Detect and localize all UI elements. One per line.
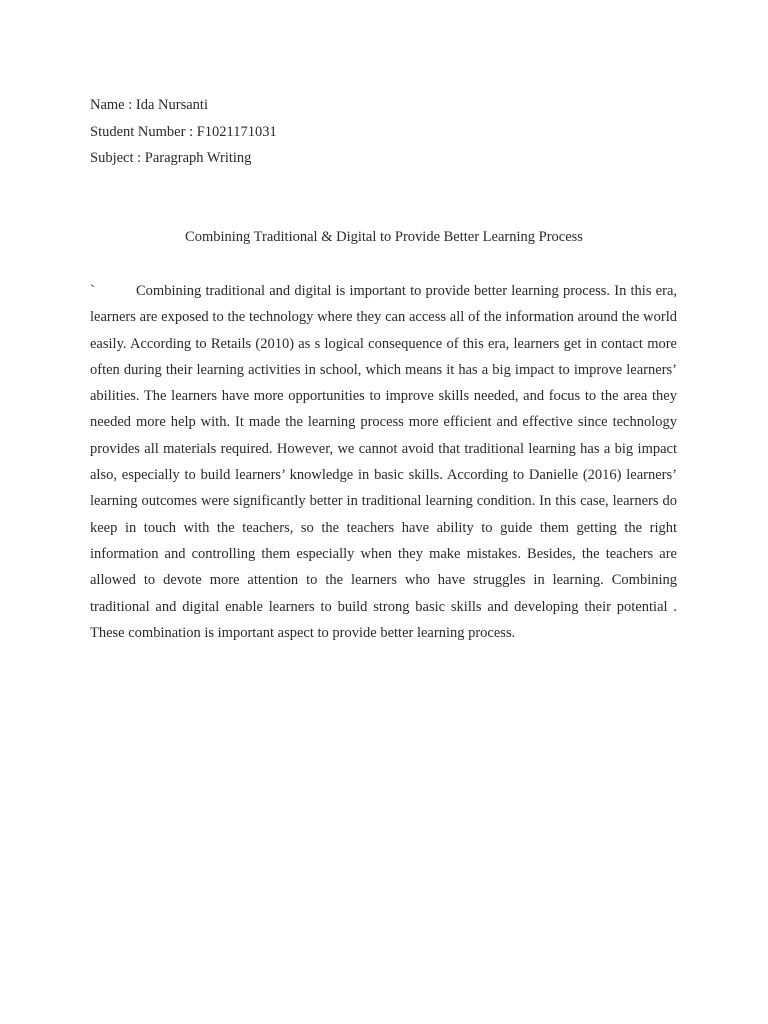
name-line: Name : Ida Nursanti: [90, 97, 208, 113]
paragraph-text: Combining traditional and digital is important to provide better learning process. In this era, learners are exposed to the technology where they can access all of the information around the world easily. According to Retails (2010) as s logical consequence of this era, learners get in contact more often during their learning activities in school, which means it has a big impact to improve learners’ abilities. The learners have more opportunities to improve skills needed, and focus to the area they needed more help with. It made the learning process more efficient and effective since technology provides all materials required. However, we cannot avoid that traditional learning has a big impact also, especially to build learners’ knowledge in basic skills. According to Danielle (2016) learners’ learning outcomes were significantly better in traditional learning condition. In this case, learners do keep in touch with the teachers, so the teachers have ability to guide them getting the right information and controlling them especially when they make mistakes. Besides, the teachers are allowed to devote more attention to the learners who have struggles in learning. Combining traditional and digital enable learners to build strong basic skills and developing their potential . These combination is important aspect to provide better learning process.: [90, 283, 677, 641]
subject-line: Subject : Paragraph Writing: [90, 150, 252, 166]
indent-mark: `: [90, 283, 95, 299]
body-paragraph: [90, 278, 677, 646]
document-title: Combining Traditional & Digital to Provide Better Learning Process: [185, 229, 583, 245]
document-header: [90, 92, 690, 172]
student-number-line: Student Number : F1021171031: [90, 123, 277, 140]
